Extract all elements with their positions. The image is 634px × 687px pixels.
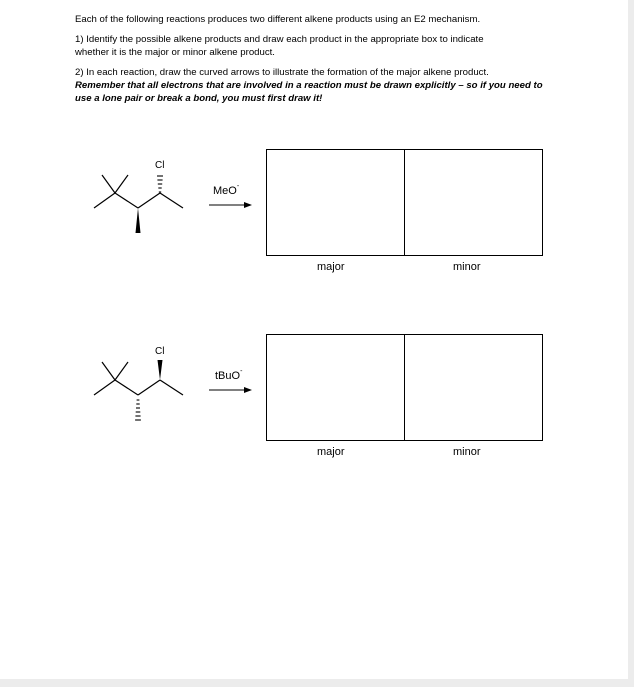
step2-line3: use a lone pair or break a bond, you must first draw it! (75, 93, 323, 104)
major-product-box-1[interactable] (266, 149, 405, 256)
molecule-2-skeleton (94, 362, 183, 395)
molecule-2-wedge-cl (158, 360, 163, 380)
minor-label-2: minor (453, 446, 481, 458)
step1-line2: whether it is the major or minor alkene product. (75, 47, 275, 58)
leaving-group-label-1: Cl (155, 160, 165, 171)
base-charge-2: - (240, 368, 243, 375)
minor-label-1: minor (453, 261, 481, 273)
molecule-2-hash-methyl (135, 400, 141, 420)
base-name-1: MeO (213, 185, 237, 197)
base-reagent-1 (213, 183, 239, 197)
leaving-group-label-2: Cl (155, 346, 165, 357)
base-reagent-2 (215, 368, 242, 382)
step1-line1: 1) Identify the possible alkene products and draw each product in the appropriate box to indicate (75, 34, 484, 45)
base-charge-1: - (236, 183, 240, 190)
base-name-2: tBuO (215, 370, 241, 382)
reaction-arrow-1 (209, 202, 252, 208)
major-label-2: major (317, 446, 345, 458)
minor-product-box-1[interactable] (404, 149, 543, 256)
intro-text: Each of the following reactions produces two different alkene products using an E2 mechanism. (75, 14, 481, 25)
major-label-1: major (317, 261, 345, 273)
molecule-1-hash-cl (157, 176, 163, 192)
molecule-1-skeleton (94, 175, 183, 208)
step2-line2: Remember that all electrons that are involved in a reaction must be drawn explicitly – so if you need to (75, 80, 543, 91)
reaction-arrow-2 (209, 387, 252, 393)
molecule-1-wedge-methyl (136, 208, 141, 233)
major-product-box-2[interactable] (266, 334, 405, 441)
step2-line1: 2) In each reaction, draw the curved arrows to illustrate the formation of the major alkene product. (75, 67, 489, 78)
minor-product-box-2[interactable] (404, 334, 543, 441)
